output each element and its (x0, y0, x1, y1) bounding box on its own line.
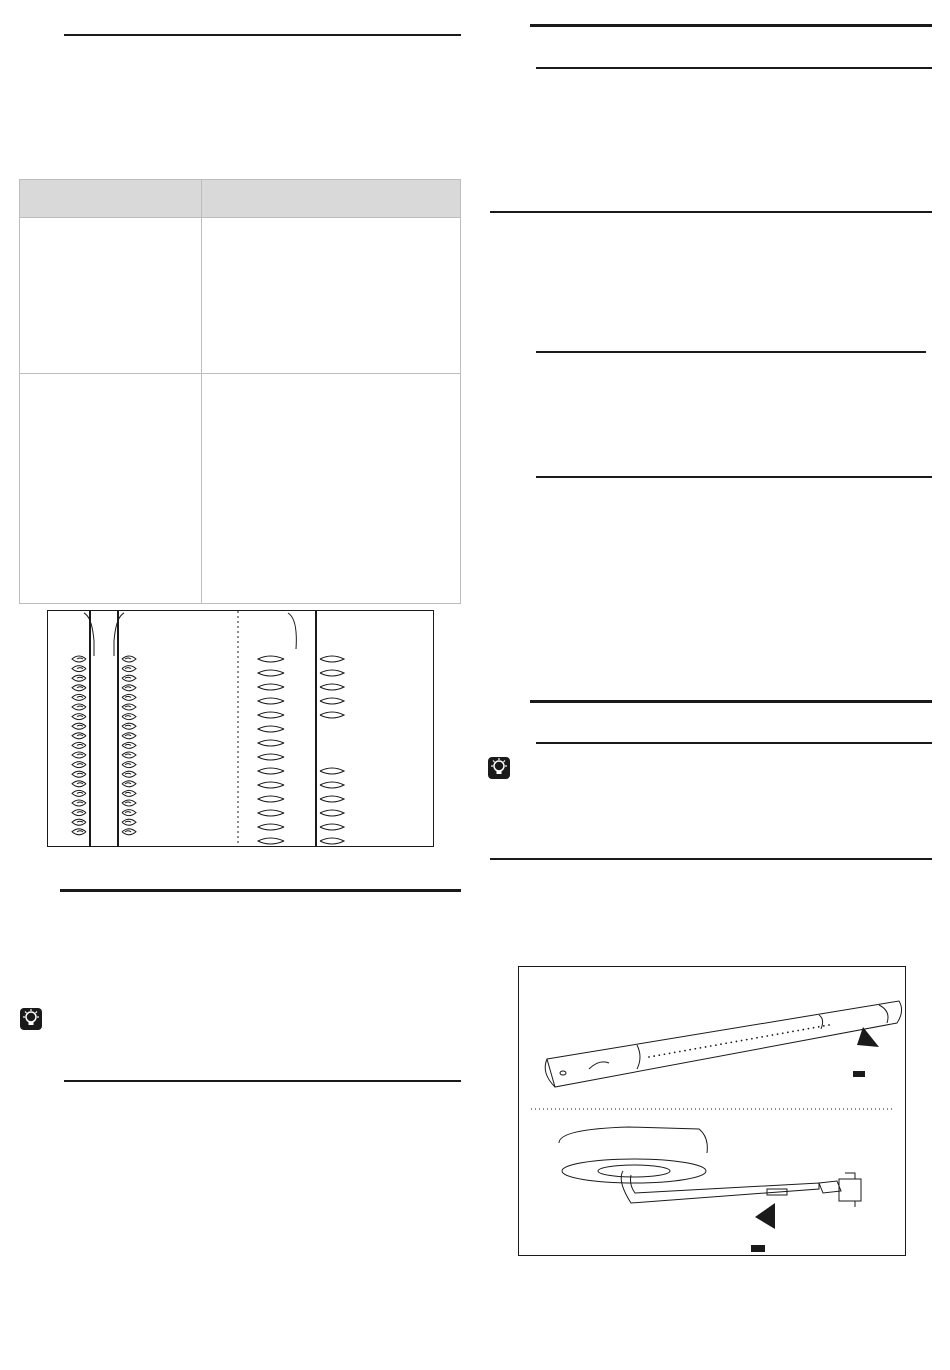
flame-mark (258, 656, 284, 662)
flame-mark (122, 810, 136, 816)
port-hole (761, 1036, 763, 1038)
port-hole (741, 1040, 743, 1042)
flame-mark (72, 656, 86, 662)
flame-mark (72, 704, 86, 710)
port-hole (828, 1024, 830, 1026)
port-hole (658, 1054, 660, 1056)
flame-mark (320, 684, 344, 690)
flame-mark (122, 666, 136, 672)
flame-mark (122, 752, 136, 758)
flame-mark (258, 684, 284, 690)
port-hole (725, 1042, 727, 1044)
label-marker (853, 1071, 865, 1077)
port-hole (792, 1031, 794, 1033)
flame-mark (122, 742, 136, 748)
port-hole (756, 1037, 758, 1039)
flame-mark (258, 810, 284, 816)
port-hole (674, 1052, 676, 1054)
flame-mark (320, 838, 344, 844)
port-hole (684, 1050, 686, 1052)
port-hole (669, 1052, 671, 1054)
port-hole (808, 1028, 810, 1030)
port-hole (653, 1055, 655, 1057)
port-hole (736, 1041, 738, 1043)
port-hole (751, 1038, 753, 1040)
port-hole (700, 1047, 702, 1049)
flame-mark (122, 790, 136, 796)
port-hole (787, 1031, 789, 1033)
flame-mark (258, 796, 284, 802)
port-hole (818, 1026, 820, 1028)
flame-mark (320, 768, 344, 774)
section-rule (490, 211, 932, 213)
flame-mark (72, 685, 86, 691)
port-hole (710, 1045, 712, 1047)
flame-mark (122, 714, 136, 720)
flame-mark (72, 694, 86, 700)
flame-mark (72, 819, 86, 825)
port-hole (823, 1025, 825, 1027)
flame-mark (258, 670, 284, 676)
flame-mark (72, 810, 86, 816)
flame-mark (72, 742, 86, 748)
flame-mark (320, 796, 344, 802)
section-rule (536, 67, 932, 69)
flame-mark (258, 754, 284, 760)
port-hole (705, 1046, 707, 1048)
port-hole (772, 1034, 774, 1036)
table-row-divider (20, 217, 460, 218)
port-hole (715, 1044, 717, 1046)
flame-mark (320, 782, 344, 788)
port-hole (777, 1033, 779, 1035)
flame-mark (320, 810, 344, 816)
flame-pattern-figure (47, 610, 434, 847)
port-hole (813, 1027, 815, 1029)
flame-mark (320, 656, 344, 662)
section-rule (536, 476, 932, 478)
flame-pattern-illustration (48, 611, 433, 846)
flame-mark (72, 781, 86, 787)
port-hole (648, 1056, 650, 1058)
port-hole (694, 1048, 696, 1050)
flame-mark (122, 675, 136, 681)
flame-mark (258, 726, 284, 732)
port-hole (746, 1039, 748, 1041)
flame-mark (122, 781, 136, 787)
flame-mark (122, 829, 136, 835)
flame-mark (72, 790, 86, 796)
lightbulb-icon (488, 757, 510, 779)
flame-mark (72, 733, 86, 739)
flame-mark (258, 768, 284, 774)
flame-mark (122, 771, 136, 777)
port-hole (730, 1041, 732, 1043)
flame-mark (258, 782, 284, 788)
flame-mark (72, 800, 86, 806)
port-hole (766, 1035, 768, 1037)
flame-mark (320, 824, 344, 830)
section-rule (536, 742, 932, 744)
table-row-divider (20, 373, 460, 374)
section-rule (60, 889, 461, 892)
port-hole (664, 1053, 666, 1055)
flame-mark (122, 685, 136, 691)
flame-mark (122, 800, 136, 806)
flame-mark (122, 656, 136, 662)
section-rule (530, 24, 932, 27)
burner-parts-illustration (519, 967, 905, 1255)
flame-mark (72, 723, 86, 729)
flame-mark (72, 752, 86, 758)
port-hole (782, 1032, 784, 1034)
flame-mark (258, 824, 284, 830)
section-rule (64, 1080, 461, 1082)
flame-mark (320, 670, 344, 676)
flame-mark (258, 838, 284, 844)
flame-mark (320, 712, 344, 718)
flame-table (19, 179, 461, 604)
section-rule (64, 34, 461, 36)
port-hole (797, 1030, 799, 1032)
flame-mark (122, 723, 136, 729)
flame-mark (72, 675, 86, 681)
port-hole (689, 1049, 691, 1051)
burner-parts-figure (518, 966, 906, 1256)
flame-mark (72, 771, 86, 777)
flame-mark (72, 666, 86, 672)
table-column-divider (201, 180, 202, 603)
flame-mark (258, 698, 284, 704)
flame-mark (72, 762, 86, 768)
flame-mark (72, 714, 86, 720)
arrow-marker (755, 1203, 775, 1229)
flame-mark (122, 819, 136, 825)
section-rule (530, 700, 932, 703)
flame-mark (122, 704, 136, 710)
section-rule (490, 858, 932, 860)
flame-mark (320, 698, 344, 704)
lightbulb-icon (20, 1008, 42, 1030)
label-marker (751, 1245, 765, 1252)
flame-mark (258, 712, 284, 718)
flame-mark (122, 694, 136, 700)
table-header (20, 180, 460, 218)
port-hole (720, 1043, 722, 1045)
section-rule (536, 351, 926, 353)
flame-mark (258, 740, 284, 746)
flame-mark (122, 762, 136, 768)
port-hole (802, 1029, 804, 1031)
flame-mark (122, 733, 136, 739)
port-hole (679, 1051, 681, 1053)
flame-mark (72, 829, 86, 835)
